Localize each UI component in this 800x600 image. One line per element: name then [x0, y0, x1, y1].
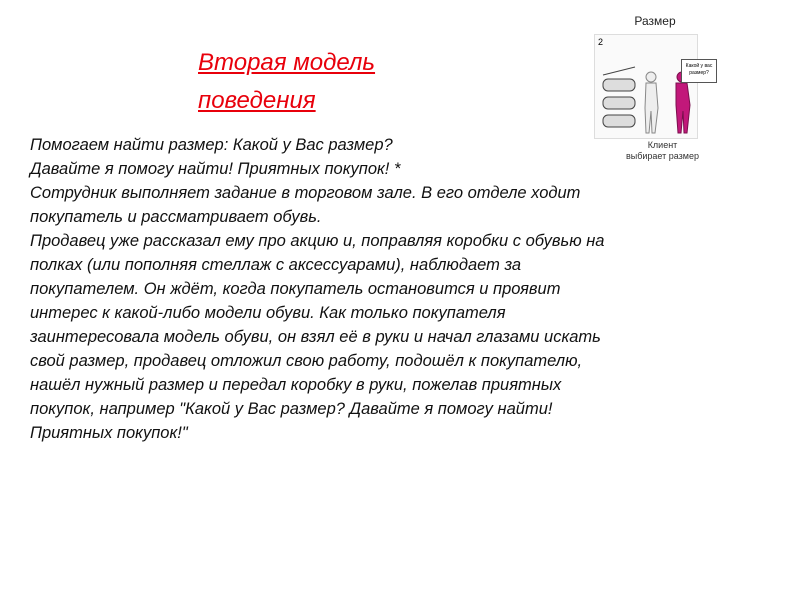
body-line: покупатель и рассматривает обувь. — [30, 208, 322, 226]
body-line: интерес к какой-либо модели обуви. Как только покупателя — [30, 304, 506, 322]
panel-number: 2 — [598, 37, 604, 47]
title-line: Вторая модель — [198, 49, 376, 76]
shop-scene-icon — [595, 35, 697, 138]
title-line: поведения — [198, 87, 316, 114]
body-line: нашёл нужный размер и передал коробку в руки, пожелав приятных — [30, 376, 562, 394]
illustration-heading: Размер — [634, 14, 676, 28]
body-text — [30, 133, 604, 445]
caption-line: Клиент — [647, 140, 678, 150]
illustration-caption — [590, 140, 735, 162]
speech-bubble: Какой у вас размер? — [681, 59, 717, 83]
body-line: Давайте я помогу найти! Приятных покупок! * — [30, 160, 401, 178]
illustration-panel — [594, 34, 713, 139]
slide-title — [198, 44, 375, 120]
body-line: полках (или пополняя стеллаж с аксессуарами), наблюдает за — [30, 256, 522, 274]
illustration — [590, 12, 720, 167]
caption-line: выбирает размер — [625, 151, 699, 161]
body-line: свой размер, продавец отложил свою работу, подошёл к покупателю, — [30, 352, 583, 370]
body-line: Приятных покупок!" — [30, 424, 188, 442]
body-line: Продавец уже рассказал ему про акцию и, поправляя коробки с обувью на — [30, 232, 605, 250]
body-line: покупателем. Он ждёт, когда покупатель остановится и проявит — [30, 280, 561, 298]
body-line: Сотрудник выполняет задание в торговом зале. В его отделе ходит — [30, 184, 581, 202]
body-line: заинтересовала модель обуви, он взял её в руки и начал глазами искать — [30, 328, 601, 346]
body-line: Помогаем найти размер: Какой у Вас размер? — [30, 136, 393, 154]
body-line: покупок, например "Какой у Вас размер? Давайте я помогу найти! — [30, 400, 553, 418]
